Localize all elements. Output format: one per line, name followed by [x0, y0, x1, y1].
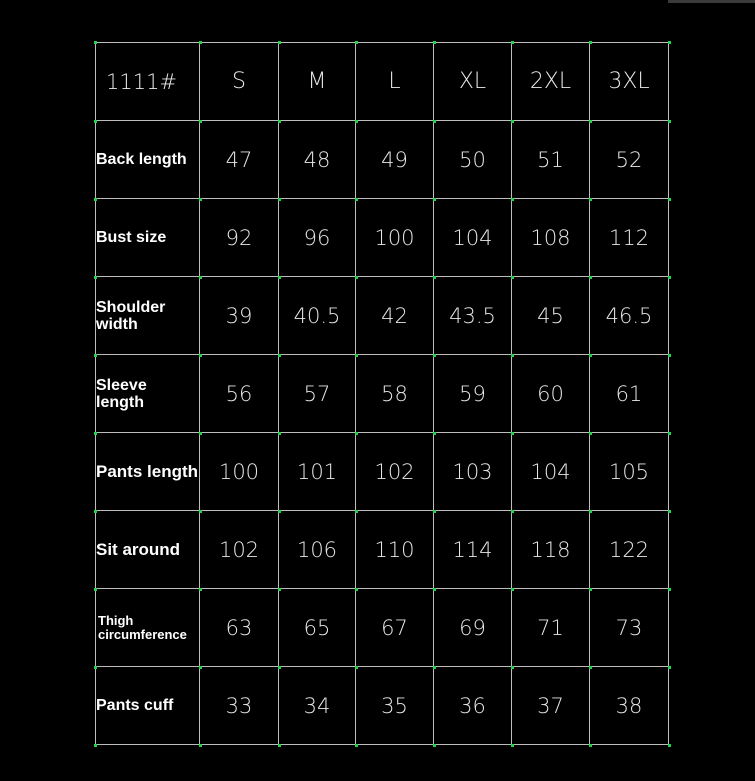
table-cell: 101	[279, 433, 356, 511]
grid-node	[199, 120, 202, 123]
size-header-m: M	[279, 43, 356, 121]
table-cell: 122	[590, 511, 669, 589]
table-cell: 38	[590, 667, 669, 745]
grid-node	[355, 744, 358, 747]
grid-node	[433, 744, 436, 747]
grid-node	[355, 510, 358, 513]
grid-node	[668, 41, 671, 44]
table-cell: 48	[279, 121, 356, 199]
grid-node	[199, 588, 202, 591]
grid-node	[355, 276, 358, 279]
table-cell: 104	[434, 199, 512, 277]
table-cell: 36	[434, 667, 512, 745]
size-header-xl: XL	[434, 43, 512, 121]
table-cell: 37	[512, 667, 590, 745]
grid-node	[199, 510, 202, 513]
grid-node	[278, 198, 281, 201]
table-cell: 108	[512, 199, 590, 277]
table-cell: 73	[590, 589, 669, 667]
grid-node	[199, 354, 202, 357]
grid-node	[589, 354, 592, 357]
grid-node	[278, 41, 281, 44]
grid-node	[511, 744, 514, 747]
table-cell: 102	[200, 511, 279, 589]
table-cell: 106	[279, 511, 356, 589]
top-edge-bar	[668, 0, 755, 3]
grid-node	[94, 198, 97, 201]
grid-node	[511, 120, 514, 123]
row-label-sit-around: Sit around	[96, 511, 200, 589]
grid-node	[355, 41, 358, 44]
table-cell: 112	[590, 199, 669, 277]
grid-node	[433, 276, 436, 279]
grid-node	[355, 432, 358, 435]
grid-node	[668, 276, 671, 279]
table-cell: 61	[590, 355, 669, 433]
grid-node	[94, 41, 97, 44]
grid-node	[433, 120, 436, 123]
grid-node	[94, 276, 97, 279]
table-cell: 49	[356, 121, 434, 199]
grid-node	[511, 510, 514, 513]
grid-node	[511, 41, 514, 44]
table-cell: 47	[200, 121, 279, 199]
grid-node	[94, 588, 97, 591]
table-cell: 92	[200, 199, 279, 277]
grid-node	[589, 744, 592, 747]
table-cell: 43.5	[434, 277, 512, 355]
table-cell: 100	[200, 433, 279, 511]
table-cell: 114	[434, 511, 512, 589]
grid-node	[668, 510, 671, 513]
grid-node	[355, 198, 358, 201]
grid-node	[94, 432, 97, 435]
size-chart-table	[95, 42, 669, 745]
table-cell: 52	[590, 121, 669, 199]
grid-node	[199, 666, 202, 669]
table-cell: 56	[200, 355, 279, 433]
size-header-s: S	[200, 43, 279, 121]
grid-node	[199, 744, 202, 747]
table-cell: 69	[434, 589, 512, 667]
row-label-thigh-circumference: Thigh circumference	[96, 589, 200, 667]
grid-node	[278, 276, 281, 279]
grid-node	[433, 588, 436, 591]
grid-node	[589, 120, 592, 123]
grid-node	[433, 666, 436, 669]
grid-node	[668, 588, 671, 591]
grid-node	[278, 510, 281, 513]
table-cell: 60	[512, 355, 590, 433]
grid-node	[278, 666, 281, 669]
grid-node	[589, 666, 592, 669]
grid-node	[278, 120, 281, 123]
grid-node	[355, 354, 358, 357]
header-row	[96, 43, 669, 121]
grid-node	[278, 744, 281, 747]
table-cell: 105	[590, 433, 669, 511]
table-row	[96, 199, 669, 277]
grid-node	[433, 432, 436, 435]
table-cell: 58	[356, 355, 434, 433]
table-cell: 103	[434, 433, 512, 511]
table-cell: 45	[512, 277, 590, 355]
grid-node	[94, 510, 97, 513]
table-row	[96, 433, 669, 511]
grid-node	[589, 276, 592, 279]
grid-node	[94, 744, 97, 747]
grid-node	[278, 354, 281, 357]
size-header-2xl: 2XL	[512, 43, 590, 121]
grid-node	[668, 120, 671, 123]
grid-node	[668, 198, 671, 201]
grid-node	[433, 198, 436, 201]
table-cell: 100	[356, 199, 434, 277]
row-label-pants-length: Pants length	[96, 433, 200, 511]
grid-node	[433, 510, 436, 513]
table-cell: 71	[512, 589, 590, 667]
table-row	[96, 277, 669, 355]
table-cell: 57	[279, 355, 356, 433]
table-cell: 104	[512, 433, 590, 511]
size-header-l: L	[356, 43, 434, 121]
grid-node	[94, 120, 97, 123]
table-cell: 96	[279, 199, 356, 277]
row-label-bust-size: Bust size	[96, 199, 200, 277]
grid-node	[589, 588, 592, 591]
grid-node	[511, 198, 514, 201]
grid-node	[589, 432, 592, 435]
table-cell: 102	[356, 433, 434, 511]
grid-node	[511, 666, 514, 669]
grid-node	[278, 588, 281, 591]
table-cell: 51	[512, 121, 590, 199]
row-label-shoulder-width: Shoulder width	[96, 277, 200, 355]
grid-node	[511, 276, 514, 279]
grid-node	[94, 666, 97, 669]
table-row	[96, 589, 669, 667]
table-cell: 118	[512, 511, 590, 589]
grid-node	[511, 588, 514, 591]
grid-node	[668, 354, 671, 357]
table-cell: 63	[200, 589, 279, 667]
size-header-3xl: 3XL	[590, 43, 669, 121]
table-row	[96, 121, 669, 199]
table-row	[96, 667, 669, 745]
grid-node	[278, 432, 281, 435]
table-cell: 39	[200, 277, 279, 355]
grid-node	[511, 354, 514, 357]
table-cell: 65	[279, 589, 356, 667]
grid-node	[589, 41, 592, 44]
table-cell: 110	[356, 511, 434, 589]
grid-node	[433, 41, 436, 44]
style-number-cell: 1111#	[96, 43, 200, 121]
table-row	[96, 511, 669, 589]
grid-node	[589, 510, 592, 513]
grid-node	[355, 588, 358, 591]
grid-node	[199, 432, 202, 435]
grid-node	[94, 354, 97, 357]
grid-node	[199, 41, 202, 44]
grid-node	[668, 432, 671, 435]
grid-node	[355, 666, 358, 669]
table-cell: 50	[434, 121, 512, 199]
table-cell: 40.5	[279, 277, 356, 355]
grid-node	[355, 120, 358, 123]
row-label-pants-cuff: Pants cuff	[96, 667, 200, 745]
table-cell: 35	[356, 667, 434, 745]
table-row	[96, 355, 669, 433]
table-cell: 59	[434, 355, 512, 433]
grid-node	[199, 276, 202, 279]
grid-node	[668, 744, 671, 747]
grid-node	[511, 432, 514, 435]
row-label-back-length: Back length	[96, 121, 200, 199]
grid-node	[589, 198, 592, 201]
table-cell: 33	[200, 667, 279, 745]
table-cell: 46.5	[590, 277, 669, 355]
table-cell: 42	[356, 277, 434, 355]
table-cell: 67	[356, 589, 434, 667]
table-cell: 34	[279, 667, 356, 745]
grid-node	[199, 198, 202, 201]
grid-node	[668, 666, 671, 669]
grid-node	[433, 354, 436, 357]
row-label-sleeve-length: Sleeve length	[96, 355, 200, 433]
